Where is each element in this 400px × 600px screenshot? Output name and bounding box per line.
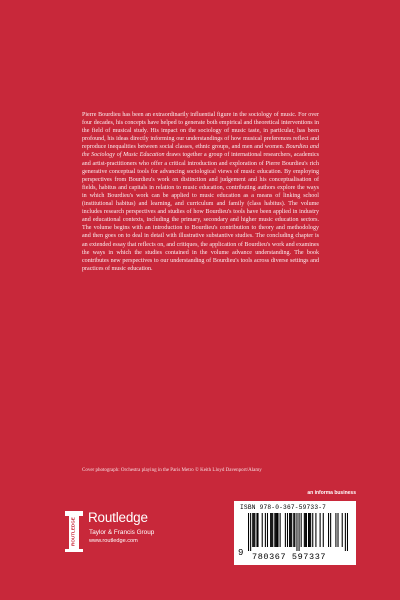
publisher-website: www.routledge.com bbox=[89, 538, 138, 544]
isbn-label: ISBN 978-0-367-59733-7 bbox=[240, 504, 327, 511]
barcode-bar bbox=[337, 513, 338, 547]
blurb-text-part1: Pierre Bourdieu has been an extraordinarily influential figure in the sociology of music. For over four decades, his concepts have helped to generate both empirical and theoretical interventions in the field of musical study. His impact on the sociology of music taste, in particular, has been profound, his ideas directly informing our understandings of how musical preferences reflect and reproduce inequalities between social classes, ethnic groups, and men and women. bbox=[82, 112, 319, 151]
barcode-bar bbox=[272, 513, 273, 547]
barcode-bar bbox=[315, 513, 316, 547]
barcode-bar bbox=[309, 513, 310, 547]
ean-prefix-digit: 9 bbox=[238, 548, 244, 558]
barcode-bar bbox=[285, 513, 286, 547]
barcode-bar bbox=[256, 513, 257, 547]
cover-photo-credit: Cover photograph: Orchestra playing in the Paris Metro © Keith Lloyd Davenport/Alamy bbox=[82, 468, 262, 473]
barcode-bar bbox=[347, 513, 348, 551]
barcode-bar bbox=[274, 513, 275, 547]
routledge-logo bbox=[62, 509, 202, 564]
blurb-book-title: Bourdieu and the Sociology of Music Education bbox=[82, 144, 319, 159]
barcode-bar bbox=[304, 513, 305, 547]
barcode-bar bbox=[345, 513, 346, 551]
barcode-bar bbox=[276, 513, 277, 547]
barcode-bar bbox=[257, 513, 258, 547]
ean-digits: 780367 597337 bbox=[252, 552, 350, 562]
barcode-bar bbox=[267, 513, 268, 547]
barcode-bar bbox=[250, 513, 251, 551]
publisher-group: Taylor & Francis Group bbox=[89, 529, 155, 536]
barcode-bars bbox=[248, 513, 348, 551]
barcode-bar bbox=[301, 513, 302, 547]
barcode-bar bbox=[270, 513, 271, 547]
informa-business-label: an informa business bbox=[307, 490, 356, 496]
barcode-bar bbox=[312, 513, 313, 547]
barcode-bar bbox=[320, 513, 321, 547]
barcode-bar bbox=[287, 513, 288, 547]
barcode-bar bbox=[253, 513, 254, 547]
barcode-bar bbox=[310, 513, 311, 547]
barcode-bar bbox=[275, 513, 276, 547]
back-cover-blurb bbox=[82, 111, 319, 273]
barcode-panel bbox=[234, 501, 356, 565]
barcode-bar bbox=[305, 513, 306, 547]
barcode-bar bbox=[280, 513, 281, 547]
logo-spine-text: ROUTLEDGE bbox=[70, 517, 76, 546]
barcode-bar bbox=[289, 513, 290, 547]
barcode-bar bbox=[291, 513, 292, 547]
barcode-bar bbox=[262, 513, 263, 547]
blurb-text-part2: draws together a group of international researchers, academics and artist-practitioners who offer a critical introduction and exploration of Pierre Bourdieu's rich generative conceptual tools for advancing sociological views of music education. By employing perspectives from Bourdieu's work on distinction and judgement and his conceptualisation of fields, habitus and capitals in relation to music education, contributing authors explore the ways in which Bourdieu's work can be applied to music education as a means of linking school (institutional habitus) and learning, and curriculum and family (class habitus). The volume includes research perspectives and studies of how Bourdieu's tools have been applied in industry and educational contexts, including the primary, secondary and higher music education sectors. The volume begins with an introduction to Bourdieu's contribution to theory and methodology and then goes on to deal in detail with illustrative substantive studies. The concluding chapter is an extended essay that reflects on, and critiques, the application of Bourdieu's work and examines the ways in which the studies contained in the volume advance understanding. The book contributes new perspectives to our understanding of Bourdieu's tools across diverse settings and practices of music education. bbox=[82, 152, 319, 272]
publisher-name: Routledge bbox=[88, 510, 148, 525]
barcode-bar bbox=[265, 513, 266, 547]
barcode-bar bbox=[306, 513, 307, 547]
barcode-bar bbox=[290, 513, 291, 547]
barcode-bar bbox=[271, 513, 272, 547]
barcode-bar bbox=[293, 513, 294, 547]
barcode-bar bbox=[254, 513, 255, 547]
barcode-bar bbox=[342, 513, 343, 547]
barcode-bar bbox=[330, 513, 331, 547]
barcode-bar bbox=[252, 513, 253, 547]
barcode-bar bbox=[323, 513, 324, 547]
routledge-column-icon bbox=[62, 509, 86, 553]
barcode-bar bbox=[277, 513, 278, 547]
barcode-bar bbox=[328, 513, 329, 547]
barcode-bar bbox=[299, 513, 300, 551]
barcode-bar bbox=[294, 513, 295, 547]
barcode-bar bbox=[296, 513, 297, 551]
barcode-bar bbox=[335, 513, 336, 547]
barcode-bar bbox=[248, 513, 249, 551]
barcode-bar bbox=[308, 513, 309, 547]
